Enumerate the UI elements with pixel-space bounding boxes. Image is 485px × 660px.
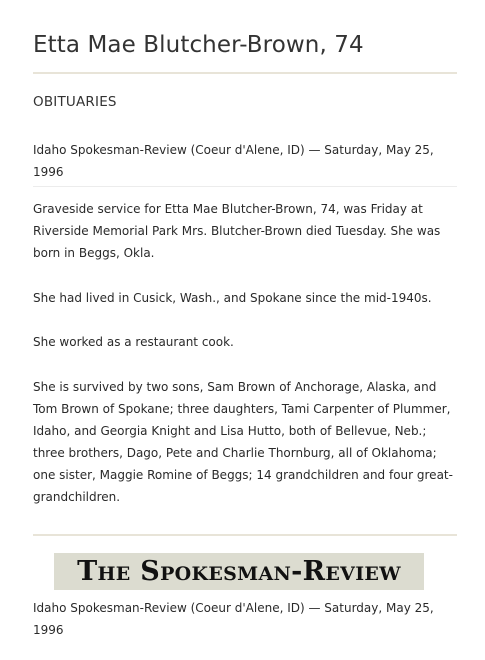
page-title: Etta Mae Blutcher-Brown, 74 <box>33 32 364 59</box>
article-body <box>33 198 457 530</box>
masthead-text: The Spokesman-Review <box>77 556 401 587</box>
article-paragraph: Graveside service for Etta Mae Blutcher-Brown, 74, was Friday at Riverside Memorial Park Mrs. Blutcher-Brown died Tuesday. She was born in Beggs, Okla. <box>33 202 441 260</box>
newspaper-masthead-logo <box>54 553 424 590</box>
title-divider <box>33 72 457 74</box>
section-label: OBITUARIES <box>33 94 117 110</box>
source-citation-top: Idaho Spokesman-Review (Coeur d'Alene, ID) — Saturday, May 25, 1996 <box>33 143 434 179</box>
body-divider <box>33 534 457 536</box>
citation-divider <box>33 186 457 187</box>
source-citation-bottom: Idaho Spokesman-Review (Coeur d'Alene, ID) — Saturday, May 25, 1996 <box>33 601 434 637</box>
article-paragraph: She had lived in Cusick, Wash., and Spokane since the mid-1940s. <box>33 290 432 305</box>
article-paragraph: She worked as a restaurant cook. <box>33 335 234 349</box>
article-paragraph: She is survived by two sons, Sam Brown of Anchorage, Alaska, and Tom Brown of Spokane; three daughters, Tami Carpenter of Plummer, Idaho, and Georgia Knight and Lisa Hutto, both of Bellevue, Neb.; three brothers, Dago, Pete and Charlie Thornburg, all of Oklahoma; one sister, Maggie Romine of Beggs; 14 grandchildren and four great-grandchildren. <box>33 379 453 504</box>
